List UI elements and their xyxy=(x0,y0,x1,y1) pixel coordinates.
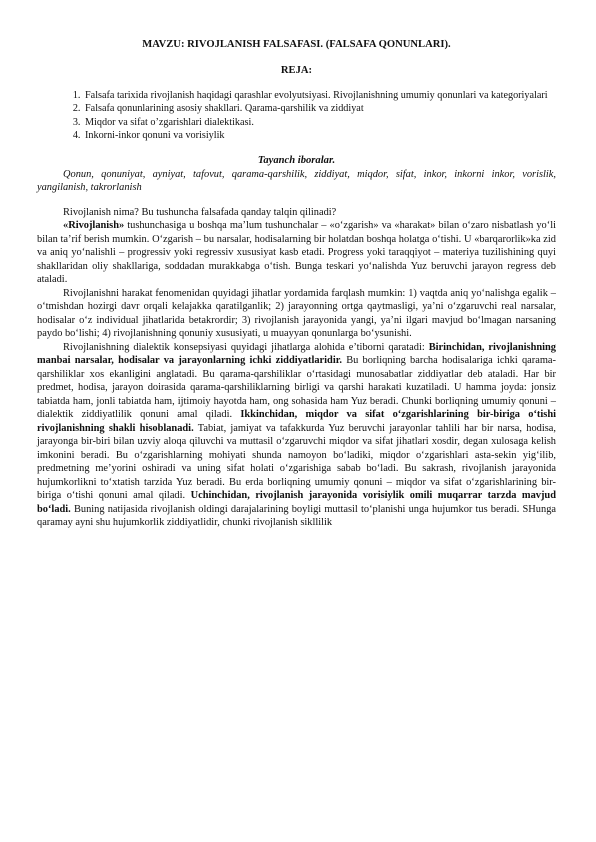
plan-item-4: 4. Inkorni-inkor qonuni va vorisiylik xyxy=(83,129,556,142)
term-rivojlanish: «Rivojlanish» xyxy=(63,220,125,232)
definition-paragraph xyxy=(37,219,556,287)
keywords-heading: Tayanch iboralar. xyxy=(257,154,336,166)
first-point-text: Bu borliqning barcha hodisalariga ichki qarama-qarshiliklar xos ekanligini anglatadi. Bu qarama-qarshiliklar o‘rtasidagi munosabatlar ziddiyatlar deb ataladi. Har bir predmet, hodisa, jarayon doirasida qarama-qarshiliklarning birligi va qarshi harakati kuzatiladi. U hamma joyda: jonsiz tabiatda ham, jonli tabiatda ham, ijtimoiy hayotda ham, ong sohasida ham Yuz beradi. Chunki borliqning umumiy qonuni – dialektik ziddiyatlilik qonuni amal qiladi. xyxy=(37,355,556,421)
document-title: MAVZU: RIVOJLANISH FALSAFASI. (FALSAFA QONUNLARI). xyxy=(142,39,451,50)
plan-heading: REJA: xyxy=(280,65,313,76)
dialectic-paragraph xyxy=(37,341,556,530)
question-paragraph: Rivojlanish nima? Bu tushuncha falsafada qanday talqin qilinadi? xyxy=(63,206,337,218)
plan-item-1: 1. Falsafa tarixida rivojlanish haqidagi qarashlar evolyutsiyasi. Rivojlanishning umumiy qonunlari va kategoriyalari xyxy=(83,89,556,102)
third-point-text: Buning natijasida rivojlanish oldingi darajalarining boyligi muttasil to‘planishi unga hujumkor tus beradi. SHunga qaramay ayni shu hujumkorlik ziddiyatlidir, chunki rivojlanish sikllilik xyxy=(37,503,556,529)
distinction-paragraph: Rivojlanishni harakat fenomenidan quyidagi jihatlar yordamida farqlash mumkin: 1) vaqtda aniq yo‘nalishga egalik – o‘tmishdan hozirgi davr orqali kelajakka qaratilganlik; 2) jarayonning ortga qaytmasligi, ya’ni o‘zgaruvchi real narsalar, hodisalar o‘z individual jihatlarida betakrordir; 3) rivojlanish jarayonida yangi, ya’ni ilgari mavjud bo‘lmagan narsaning paydo bo‘lishi; 4) rivojlanishning qonuniy xususiyati, u muayyan qonunlarga bo‘ysunishi. xyxy=(37,287,556,340)
plan-item-3: 3. Miqdor va sifat o’zgarishlari dialektikasi. xyxy=(83,116,556,129)
plan-list xyxy=(37,89,556,143)
second-point: Ikkinchidan, miqdor va sifat o‘zgarishlarining bir-biriga o‘tishi rivojlanishning shakli hisoblanadi. xyxy=(37,409,556,434)
definition-text: tushunchasiga u boshqa ma’lum tushunchalar – «o‘zgarish» va «harakat» bilan o‘zaro nisbatlash yo‘li bilan ta’rif berish mumkin. O‘zgarish – bu narsalar, hodisalarning bir holatdan boshqa holatga o‘tishi. U «barqarorlik»ka zid va aniq yo‘nalishli – progressiv yoki regressiv xususiyat kasb etadi. Progress yoki taraqqiyot – materiya tuzilishining quyi shakllaridan oliy shakllariga, soddadan murakkabga o‘tish. Bunga teskari yo‘nalishda Yuz beruvchi jarayon regress deb ataladi. xyxy=(37,220,556,286)
plan-item-2: 2. Falsafa qonunlarining asosiy shakllari. Qarama-qarshilik va ziddiyat xyxy=(83,102,556,115)
third-point: Uchinchidan, rivojlanish jarayonida vorisiylik omili muqarrar tarzda mavjud bo‘ladi. xyxy=(37,490,556,515)
first-point: Birinchidan, rivojlanishning manbai narsalar, hodisalar va jarayonlarning ichki ziddiyatlaridir. xyxy=(37,341,556,367)
dialectic-intro: Rivojlanishning dialektik konsepsiyasi quyidagi jihatlarga alohida e’tiborni qaratadi: xyxy=(63,341,429,353)
keywords-paragraph: Qonun, qonuniyat, ayniyat, tafovut, qarama-qarshilik, ziddiyat, miqdor, sifat, inkor, inkorni inkor, vorislik, yangilanish, takrorlanish xyxy=(37,168,556,194)
second-point-text: Tabiat, jamiyat va tafakkurda Yuz beruvchi jarayonlar tahlili har bir narsa, hodisa, jarayonga bir-biri bilan uzviy aloqa qiluvchi va muttasil o‘zgaruvchi miqdor va sifat jihatlari xosdir, degan xulosaga kelish imkonini beradi. Bu o‘zgarishlarning mohiyati shunda namoyon bo‘ladiki, miqdor o‘zgarishlari asta-sekin yig‘ilib, predmetning me’yorini oshiradi va uning sifat holati o‘zgarishiga sabab bo‘ladi. Bu sakrash, rivojlanish jarayonida hujumkorlikni to‘xtatish tarzida Yuz beradi. Bu erda borliqning umumiy qonuni – miqdor va sifat o‘zgarishlarining bir-biriga o‘tishi qonuni amal qiladi. xyxy=(37,422,557,502)
